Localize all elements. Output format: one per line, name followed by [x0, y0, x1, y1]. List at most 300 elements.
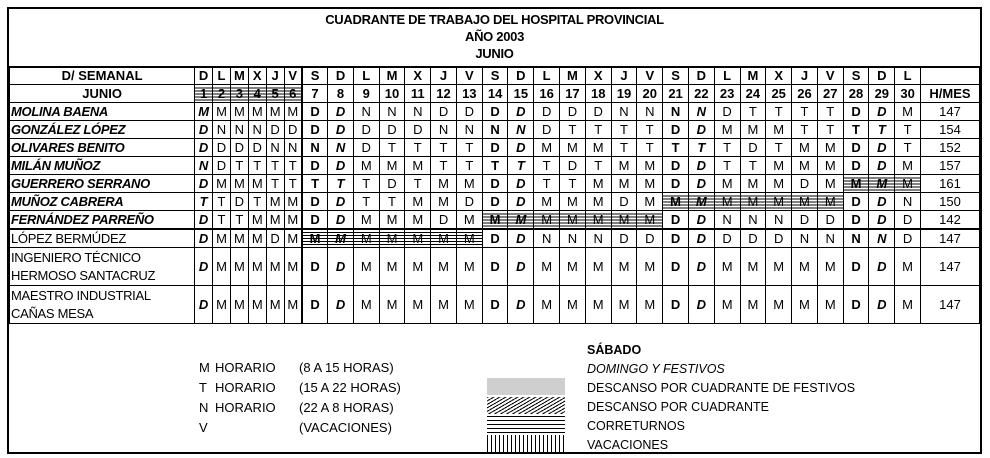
shift-cell: N [663, 103, 689, 121]
shift-cell: M [817, 248, 843, 286]
shift-cell: T [266, 175, 284, 193]
day-number-cell: 8 [328, 85, 354, 103]
shift-cell: M [405, 157, 431, 175]
shift-cell: N [895, 193, 921, 211]
shift-cell: T [740, 157, 766, 175]
shift-cell: M [637, 193, 663, 211]
shift-cell: M [213, 103, 231, 121]
shift-cell: M [740, 248, 766, 286]
shift-cell: D [869, 248, 895, 286]
shift-cell: D [195, 286, 213, 324]
shift-cell: T [431, 157, 457, 175]
shift-cell: M [817, 193, 843, 211]
shift-cell: M [508, 211, 534, 230]
shift-cell: D [379, 121, 405, 139]
shift-cell: M [895, 103, 921, 121]
legend-word: HORARIO [215, 400, 276, 415]
shift-cell: T [766, 139, 792, 157]
shift-cell: D [328, 211, 354, 230]
shift-cell: D [688, 121, 714, 139]
shift-cell: T [585, 157, 611, 175]
shift-cell: T [266, 157, 284, 175]
staff-row [10, 211, 980, 230]
shift-cell: M [611, 175, 637, 193]
shift-cell: M [431, 229, 457, 248]
shift-cell: M [560, 211, 586, 230]
shift-cell: D [195, 121, 213, 139]
shift-cell: D [637, 229, 663, 248]
day-number-cell: 24 [740, 85, 766, 103]
shift-cell: T [405, 175, 431, 193]
shift-cell: M [534, 248, 560, 286]
shift-cell: M [714, 175, 740, 193]
shift-cell: D [213, 157, 231, 175]
shift-cell: N [688, 103, 714, 121]
shift-cell: N [869, 229, 895, 248]
monthly-hours: 157 [920, 157, 979, 175]
shift-cell: N [353, 103, 379, 121]
shift-cell: D [663, 157, 689, 175]
shift-cell: M [230, 286, 248, 324]
shift-cell: T [637, 121, 663, 139]
month-row-label: JUNIO [10, 85, 195, 103]
shift-cell: T [213, 211, 231, 230]
shift-cell: M [534, 286, 560, 324]
shift-cell: D [328, 157, 354, 175]
shift-cell: D [869, 286, 895, 324]
shift-cell: M [663, 193, 689, 211]
weekday-cell: L [714, 67, 740, 85]
shift-cell: M [456, 229, 482, 248]
day-number-cell: 27 [817, 85, 843, 103]
shift-cell: D [869, 139, 895, 157]
shift-cell: D [663, 248, 689, 286]
shift-cell: M [817, 175, 843, 193]
shift-cell: M [379, 248, 405, 286]
shift-cell: M [895, 157, 921, 175]
shift-cell: M [792, 193, 818, 211]
shift-cell: M [585, 286, 611, 324]
legend-correturnos: CORRETURNOS [587, 419, 685, 433]
shift-cell: N [266, 139, 284, 157]
shift-cell: D [456, 103, 482, 121]
shift-cell: T [843, 121, 869, 139]
shift-cell: D [508, 286, 534, 324]
shift-cell: T [482, 157, 508, 175]
day-number-cell: 11 [405, 85, 431, 103]
legend-desc: (8 A 15 HORAS) [299, 360, 394, 375]
shift-cell: M [766, 175, 792, 193]
staff-name: MUÑOZ CABRERA [10, 193, 195, 211]
shift-cell: M [213, 229, 231, 248]
shift-cell: D [508, 193, 534, 211]
weekday-cell: M [740, 67, 766, 85]
staff-name: FERNÁNDEZ PARREÑO [10, 211, 195, 230]
shift-cell: M [213, 286, 231, 324]
staff-row [10, 229, 980, 248]
document-year: AÑO 2003 [464, 29, 525, 44]
weekday-cell: S [482, 67, 508, 85]
weekday-cell: J [611, 67, 637, 85]
shift-cell: T [213, 193, 231, 211]
shift-cell: M [353, 229, 379, 248]
shift-cell: D [663, 175, 689, 193]
staff-name: INGENIERO TÉCNICO HERMOSO SANTACRUZ [10, 248, 195, 286]
shift-cell: T [740, 103, 766, 121]
weekday-cell: S [302, 67, 328, 85]
shift-cell: M [379, 286, 405, 324]
shift-cell: N [740, 211, 766, 230]
shift-cell: D [843, 193, 869, 211]
shift-cell: D [869, 193, 895, 211]
shift-cell: D [379, 175, 405, 193]
shift-cell: D [817, 211, 843, 230]
shift-cell: T [766, 103, 792, 121]
vertical-lines-pattern-swatch [487, 435, 565, 452]
shift-cell: M [230, 175, 248, 193]
day-number-cell: 2 [213, 85, 231, 103]
shift-cell: N [714, 211, 740, 230]
shift-cell: D [508, 248, 534, 286]
shift-cell: D [611, 229, 637, 248]
staff-row [10, 193, 980, 211]
shift-cell: D [714, 103, 740, 121]
monthly-hours: 154 [920, 121, 979, 139]
shift-cell: M [284, 103, 302, 121]
shift-cell: M [266, 286, 284, 324]
legend-word: HORARIO [215, 380, 276, 395]
shift-cell: M [534, 211, 560, 230]
monthly-hours: 147 [920, 248, 979, 286]
shift-cell: M [379, 211, 405, 230]
monthly-hours: 147 [920, 103, 979, 121]
shift-cell: N [508, 121, 534, 139]
weekday-cell: D [328, 67, 354, 85]
shift-cell: M [611, 248, 637, 286]
shift-cell: M [248, 103, 266, 121]
shift-cell: D [688, 248, 714, 286]
staff-name: OLIVARES BENITO [10, 139, 195, 157]
legend-sabado: SÁBADO [587, 343, 642, 357]
shift-cell: D [328, 248, 354, 286]
legend-desc: (VACACIONES) [299, 420, 392, 435]
shift-cell: M [431, 286, 457, 324]
shift-cell: M [792, 157, 818, 175]
shift-cell: M [637, 175, 663, 193]
shift-cell: D [248, 139, 266, 157]
shift-cell: D [843, 157, 869, 175]
shift-cell: D [688, 157, 714, 175]
shift-cell: N [534, 229, 560, 248]
shift-cell: M [740, 286, 766, 324]
shift-cell: N [560, 229, 586, 248]
dots-pattern-swatch [487, 378, 565, 395]
shift-cell: N [284, 139, 302, 157]
shift-cell: D [353, 121, 379, 139]
weekday-cell: X [405, 67, 431, 85]
staff-name: GUERRERO SERRANO [10, 175, 195, 193]
shift-cell: M [817, 157, 843, 175]
day-number-cell: 29 [869, 85, 895, 103]
shift-cell: D [266, 229, 284, 248]
shift-cell: M [895, 286, 921, 324]
day-number-cell: 22 [688, 85, 714, 103]
shift-cell: T [248, 157, 266, 175]
shift-cell: M [740, 121, 766, 139]
shift-schedule-table [9, 66, 980, 324]
diagonal-pattern-swatch [487, 397, 565, 414]
shift-cell: T [456, 157, 482, 175]
shift-cell: D [482, 139, 508, 157]
staff-name: MAESTRO INDUSTRIAL CAÑAS MESA [10, 286, 195, 324]
document-month: JUNIO [475, 46, 514, 61]
shift-cell: N [585, 229, 611, 248]
shift-cell: D [843, 139, 869, 157]
legend-code: M [199, 360, 210, 375]
day-number-cell: 6 [284, 85, 302, 103]
staff-row [10, 286, 980, 324]
shift-cell: T [585, 121, 611, 139]
shift-cell: N [328, 139, 354, 157]
shift-cell: M [248, 175, 266, 193]
day-number-cell: 10 [379, 85, 405, 103]
shift-cell: M [560, 193, 586, 211]
shift-cell: D [688, 211, 714, 230]
shift-cell: T [456, 139, 482, 157]
legend-word: HORARIO [215, 360, 276, 375]
shift-cell: T [611, 139, 637, 157]
shift-cell: N [766, 211, 792, 230]
pattern-legend [587, 341, 855, 455]
shift-cell: M [817, 139, 843, 157]
shift-cell: T [302, 175, 328, 193]
shift-cell: N [379, 103, 405, 121]
legend [9, 340, 980, 452]
shift-cell: D [328, 121, 354, 139]
shift-cell: T [431, 139, 457, 157]
shift-cell: N [792, 229, 818, 248]
shift-cell: M [714, 193, 740, 211]
shift-cell: D [688, 286, 714, 324]
day-number-cell: 15 [508, 85, 534, 103]
shift-cell: D [482, 193, 508, 211]
shift-cell: D [431, 103, 457, 121]
shift-cell: T [714, 157, 740, 175]
shift-cell: D [482, 248, 508, 286]
monthly-hours: 161 [920, 175, 979, 193]
shift-cell: N [843, 229, 869, 248]
day-number-cell: 7 [302, 85, 328, 103]
shift-cell: M [405, 211, 431, 230]
document-title: CUADRANTE DE TRABAJO DEL HOSPITAL PROVINCIAL [325, 12, 664, 27]
day-number-cell: 1 [195, 85, 213, 103]
shift-cell: N [195, 157, 213, 175]
shift-cell: D [560, 157, 586, 175]
shift-cell: D [585, 103, 611, 121]
shift-cell: M [230, 103, 248, 121]
shift-cell: M [248, 229, 266, 248]
shift-cell: M [284, 193, 302, 211]
shift-cell: N [431, 121, 457, 139]
shift-cell: M [284, 229, 302, 248]
shift-cell: M [266, 211, 284, 230]
shift-cell: M [740, 193, 766, 211]
shift-cell: M [585, 175, 611, 193]
shift-cell: M [213, 175, 231, 193]
shift-cell: M [248, 286, 266, 324]
shift-cell: M [230, 248, 248, 286]
shift-cell: D [895, 229, 921, 248]
shift-cell: T [895, 139, 921, 157]
shift-cell: D [663, 211, 689, 230]
shift-cell: T [688, 139, 714, 157]
shift-cell: D [508, 103, 534, 121]
staff-row [10, 103, 980, 121]
weekday-cell: D [508, 67, 534, 85]
shift-cell: D [869, 211, 895, 230]
shift-cell: D [302, 248, 328, 286]
day-number-cell: 28 [843, 85, 869, 103]
shift-cell: D [869, 103, 895, 121]
shift-cell: N [302, 139, 328, 157]
shift-cell: D [688, 175, 714, 193]
shift-cell: D [302, 121, 328, 139]
day-number-cell: 14 [482, 85, 508, 103]
staff-name: MOLINA BAENA [10, 103, 195, 121]
shift-cell: M [792, 248, 818, 286]
shift-cell: M [895, 248, 921, 286]
shift-cell: T [405, 139, 431, 157]
shift-cell: D [328, 286, 354, 324]
shift-cell: D [792, 175, 818, 193]
weekday-cell: J [266, 67, 284, 85]
weekday-cell: X [248, 67, 266, 85]
legend-code: N [199, 400, 209, 415]
shift-cell: M [405, 193, 431, 211]
shift-cell: D [482, 286, 508, 324]
shift-cell: M [431, 193, 457, 211]
shift-cell: D [230, 139, 248, 157]
shift-cell: N [817, 229, 843, 248]
shift-cell: D [195, 229, 213, 248]
day-number-cell: 5 [266, 85, 284, 103]
shift-cell: D [302, 286, 328, 324]
legend-descanso-festivos: DESCANSO POR CUADRANTE DE FESTIVOS [587, 381, 856, 395]
schedule-document [7, 7, 982, 454]
shift-cell: M [817, 286, 843, 324]
shift-cell: D [482, 103, 508, 121]
staff-row [10, 121, 980, 139]
weekday-cell: X [766, 67, 792, 85]
shift-cell: T [534, 175, 560, 193]
shift-cell: M [560, 139, 586, 157]
shift-cell: T [663, 139, 689, 157]
hmes-header: H/MES [920, 85, 979, 103]
shift-cell: D [534, 121, 560, 139]
shift-cell: T [248, 193, 266, 211]
shift-cell: M [405, 229, 431, 248]
monthly-hours: 147 [920, 229, 979, 248]
legend-desc: (15 A 22 HORAS) [299, 380, 401, 395]
shift-cell: M [456, 286, 482, 324]
shift-cell: M [431, 175, 457, 193]
shift-cell: M [637, 286, 663, 324]
day-number-cell: 12 [431, 85, 457, 103]
shift-cell: M [431, 248, 457, 286]
day-number-cell: 3 [230, 85, 248, 103]
shift-cell: M [405, 248, 431, 286]
shift-cell: T [284, 157, 302, 175]
shift-cell: M [379, 157, 405, 175]
shift-cell: M [766, 248, 792, 286]
shift-cell: M [714, 286, 740, 324]
shift-cell: D [405, 121, 431, 139]
shift-cell: M [353, 286, 379, 324]
shift-cell: D [353, 139, 379, 157]
shift-cell: D [663, 286, 689, 324]
weekday-cell: J [431, 67, 457, 85]
shift-cell: D [431, 211, 457, 230]
shift-cell: N [213, 121, 231, 139]
shift-cell: M [895, 175, 921, 193]
weekday-cell: J [792, 67, 818, 85]
shift-cell: N [611, 103, 637, 121]
pattern-swatches [487, 378, 565, 454]
shift-cell: M [766, 286, 792, 324]
staff-name: MILÁN MUÑOZ [10, 157, 195, 175]
legend-code: T [199, 380, 207, 395]
day-number-cell: 25 [766, 85, 792, 103]
shift-cell: D [302, 157, 328, 175]
monthly-hours: 147 [920, 286, 979, 324]
shift-cell: M [585, 193, 611, 211]
weekday-cell: L [213, 67, 231, 85]
shift-cell: D [843, 248, 869, 286]
shift-cell: D [195, 139, 213, 157]
weekday-cell: L [353, 67, 379, 85]
shift-cell: T [195, 193, 213, 211]
shift-cell: D [456, 193, 482, 211]
shift-cell: T [284, 175, 302, 193]
shift-cell: M [328, 229, 354, 248]
shift-cell: D [195, 248, 213, 286]
shift-cell: T [895, 121, 921, 139]
shift-cell: D [534, 103, 560, 121]
shift-cell: M [585, 248, 611, 286]
shift-cell: M [456, 211, 482, 230]
shift-cell: N [456, 121, 482, 139]
shift-cell: M [611, 157, 637, 175]
weekday-cell: M [560, 67, 586, 85]
shift-cell: T [328, 175, 354, 193]
legend-domingo: DOMINGO Y FESTIVOS [587, 362, 725, 376]
shift-cell: D [843, 211, 869, 230]
weekday-cell: V [456, 67, 482, 85]
weekday-cell: V [284, 67, 302, 85]
shift-cell: M [284, 211, 302, 230]
shift-cell: T [869, 121, 895, 139]
staff-row [10, 139, 980, 157]
shift-cell: D [302, 193, 328, 211]
legend-vacaciones: VACACIONES [587, 438, 669, 452]
shift-cell: T [817, 103, 843, 121]
shift-cell: M [379, 229, 405, 248]
weekday-cell: D [869, 67, 895, 85]
weekday-cell: M [379, 67, 405, 85]
shift-cell: D [266, 121, 284, 139]
shift-cell: M [843, 175, 869, 193]
shift-cell: M [637, 248, 663, 286]
